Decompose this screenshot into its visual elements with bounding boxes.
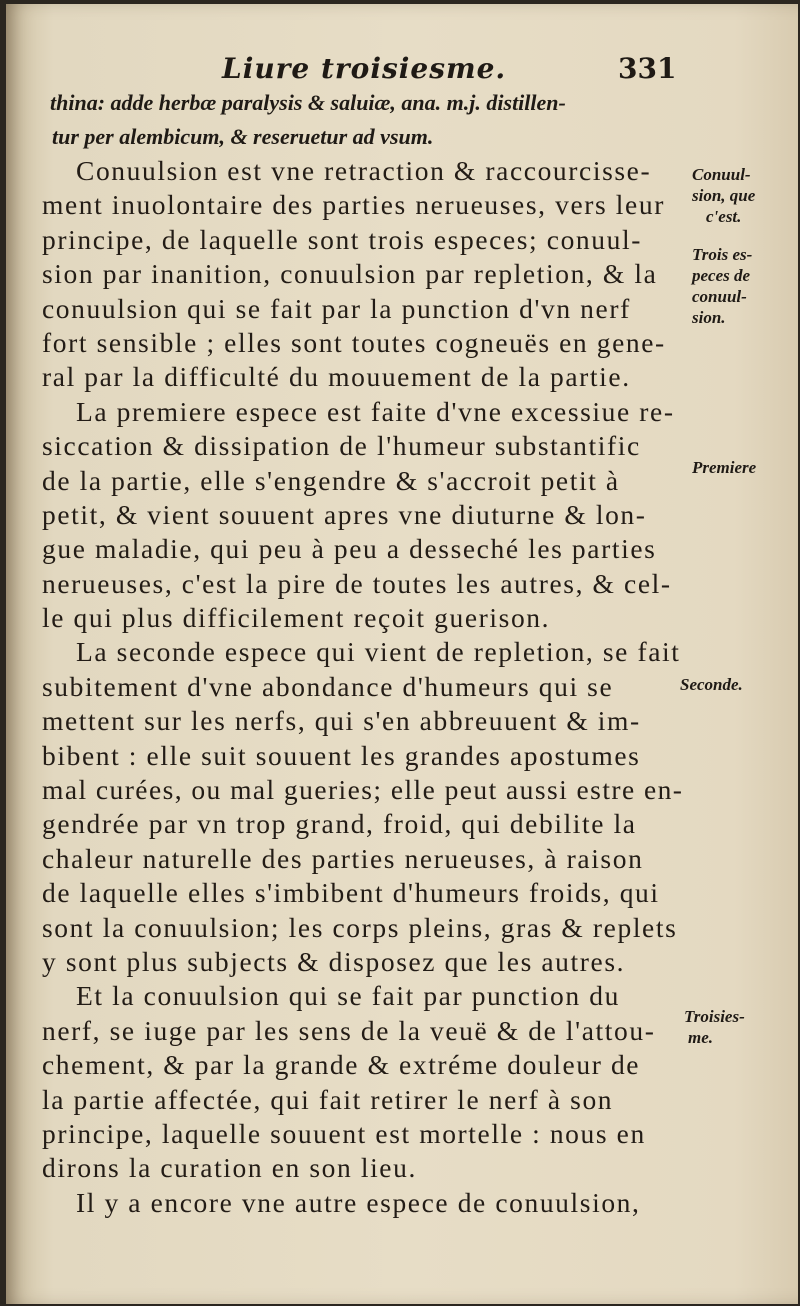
- text-line: chement, & par la grande & extréme douleur de: [42, 1049, 641, 1081]
- margin-note-line: Trois es-: [692, 245, 753, 264]
- text-line: ment inuolontaire des parties nerueuses, vers leur: [42, 189, 665, 221]
- text-line: Et la conuulsion qui se fait par punction du: [76, 980, 620, 1012]
- text-line: petit, & vient souuent apres vne diuturne & lon-: [42, 498, 647, 530]
- margin-note-line: sion, que: [692, 186, 756, 205]
- margin-note-line: conuul-: [692, 287, 747, 306]
- text-line: subitement d'vne abondance d'humeurs qui se: [42, 670, 614, 702]
- text-line: fort sensible ; elles sont toutes cogneuës en gene-: [42, 326, 666, 358]
- text-line: principe, laquelle souuent est mortelle : nous en: [42, 1117, 646, 1149]
- text-line: sion par inanition, conuulsion par repletion, & la: [42, 258, 658, 290]
- latin-line: tur per alembicum, & reseruetur ad vsum.: [52, 124, 434, 149]
- text-line: dirons la curation en son lieu.: [42, 1152, 417, 1184]
- text-line: le qui plus difficilement reçoit guerison.: [42, 602, 551, 634]
- latin-recipe-ending: [50, 86, 690, 154]
- margin-note-third: [684, 1006, 788, 1048]
- text-line: la partie affectée, qui fait retirer le nerf à son: [42, 1083, 614, 1115]
- text-line: mal curées, ou mal gueries; elle peut aussi estre en-: [42, 774, 684, 806]
- text-line: La seconde espece qui vient de repletion, se fait: [76, 636, 681, 668]
- text-line: gendrée par vn trop grand, froid, qui debilite la: [42, 808, 637, 840]
- text-line: chaleur naturelle des parties nerueuses, à raison: [42, 842, 644, 874]
- text-line: gue maladie, qui peu à peu a desseché les parties: [42, 533, 657, 565]
- margin-note-line: c'est.: [706, 207, 742, 226]
- margin-note-line: peces de: [692, 266, 751, 285]
- book-page: [6, 4, 798, 1304]
- margin-note-line: Premiere: [692, 458, 757, 477]
- text-line: Conuulsion est vne retraction & raccourcisse-: [76, 155, 652, 186]
- body-text: [42, 154, 690, 1220]
- running-title: Liure troisiesme.: [222, 52, 507, 85]
- margin-note-line: Conuul-: [692, 165, 751, 184]
- text-line: nerf, se iuge par les sens de la veuë & de l'attou-: [42, 1014, 656, 1046]
- text-line: La premiere espece est faite d'vne excessiue re-: [76, 395, 675, 427]
- text-line: de laquelle elles s'imbibent d'humeurs froids, qui: [42, 877, 660, 909]
- page-number: 331: [618, 52, 677, 85]
- margin-note-first: [692, 457, 796, 478]
- margin-note-line: Seconde.: [680, 675, 743, 694]
- text-line: bibent : elle suit souuent les grandes apostumes: [42, 739, 641, 771]
- text-line: ral par la difficulté du mouuement de la partie.: [42, 361, 631, 393]
- text-line: de la partie, elle s'engendre & s'accroit petit à: [42, 464, 620, 496]
- margin-note-second: [680, 674, 784, 695]
- margin-note-line: sion.: [692, 308, 726, 327]
- text-line: y sont plus subjects & disposez que les autres.: [42, 945, 626, 977]
- margin-note-line: me.: [688, 1028, 714, 1047]
- latin-line: thina: adde herbæ paralysis & saluiæ, ana. m.j. distillen-: [50, 90, 566, 115]
- text-line: nerueuses, c'est la pire de toutes les autres, & cel-: [42, 567, 672, 599]
- margin-note-convulsion: [692, 164, 796, 227]
- margin-note-line: Troisies-: [684, 1007, 745, 1026]
- page-header: [6, 48, 798, 88]
- text-line: Il y a encore vne autre espece de conuulsion,: [76, 1186, 641, 1218]
- text-line: mettent sur les nerfs, qui s'en abbreuuent & im-: [42, 705, 641, 737]
- margin-note-three-species: [692, 244, 796, 328]
- text-line: principe, de laquelle sont trois especes; conuul-: [42, 223, 642, 255]
- text-line: sont la conuulsion; les corps pleins, gras & replets: [42, 911, 678, 943]
- text-line: conuulsion qui se fait par la punction d'vn nerf: [42, 292, 631, 324]
- text-line: siccation & dissipation de l'humeur substantific: [42, 430, 641, 462]
